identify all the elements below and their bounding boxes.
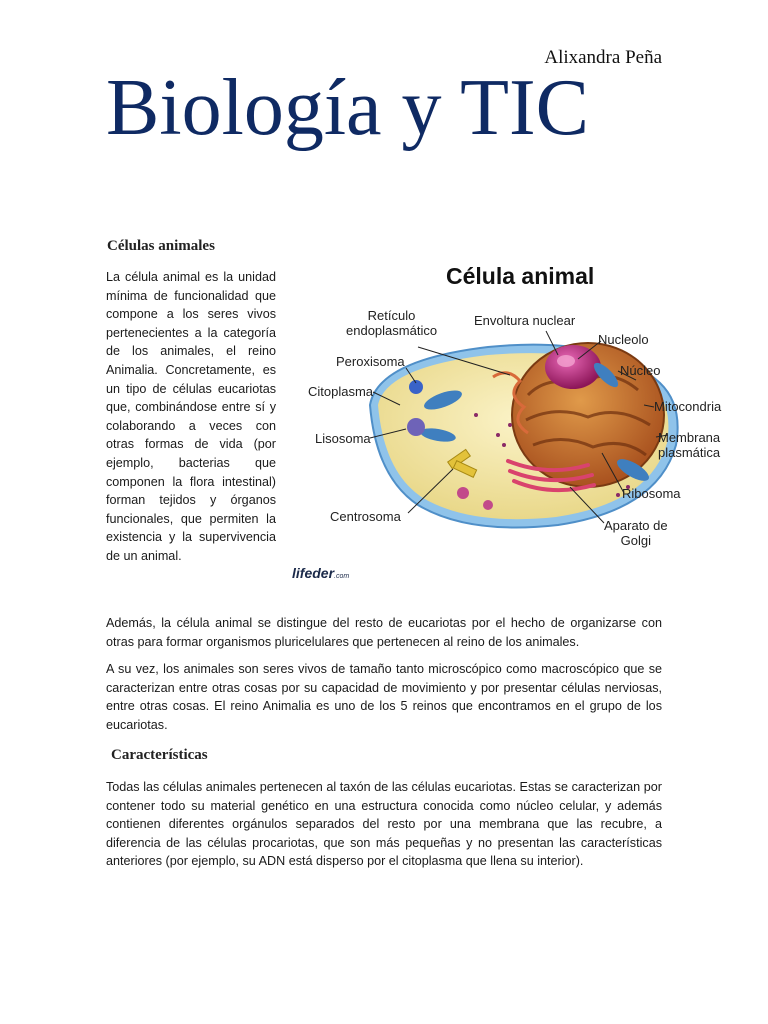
label-ribosoma: Ribosoma — [622, 486, 681, 501]
paragraph-eucariotas: Además, la célula animal se distingue del resto de eucariotas por el hecho de organizarse con otras para formar organismos pluricelulares que pertenecen al reino de los animales. — [106, 616, 662, 649]
animal-cell-diagram — [288, 255, 748, 595]
label-envoltura-nuclear: Envoltura nuclear — [474, 313, 576, 328]
label-mitocondria: Mitocondria — [654, 399, 722, 414]
label-lisosoma: Lisosoma — [315, 431, 371, 446]
nucleolus — [545, 345, 601, 389]
label-membrana-plasmatica: Membrana plasmática — [658, 430, 721, 460]
lifeder-watermark: lifeder.com — [292, 565, 350, 581]
intro-paragraph: La célula animal es la unidad mínima de funcionalidad que compone a los seres vivos pertenecientes a la categoría de los animales, el reino Animalia. Concretamente, es un tipo de células eucariotas que, combinándose entre sí y colaborando a veces con otras formas de vida (por ejemplo, bacterias que componen la flora intestinal) forman tejidos y órganos funcionales, que permiten la existencia y la supervivencia de un animal. — [106, 270, 276, 563]
author-name: Alixandra Peña — [544, 47, 662, 68]
label-reticulo: Retículo endoplasmático — [346, 308, 438, 338]
figure-title: Célula animal — [446, 263, 595, 289]
paragraph-animales-tamano: A su vez, los animales son seres vivos de tamaño tanto microscópico como macroscópico que se caracterizan entre otras cosas por su capacidad de movimiento y por presentar células nerviosas, entre otras cosas. El reino Animalia es uno de los 5 reinos que encontramos en el grupo de los eucariotas. — [106, 662, 662, 732]
paragraph-caracteristicas: Todas las células animales pertenecen al taxón de las células eucariotas. Estas se caracterizan por contener todo su material genético en una estructura conocida como núcleo celular, y además contienen diferentes orgánulos separados del resto por una membrana que las recubre, a diferencia de las células procariotas, que son más pequeñas y no presentan las características anteriores (por ejemplo, su ADN está disperso por el citoplasma que llena su interior). — [106, 780, 662, 869]
animal-cell-figure — [288, 255, 748, 595]
document-title: Biología y TIC — [106, 64, 589, 152]
label-nucleo: Núcleo — [620, 363, 661, 378]
label-aparato-golgi: Aparato de Golgi — [604, 518, 668, 548]
section-heading-caracteristicas: Características — [111, 747, 208, 763]
label-citoplasma: Citoplasma — [308, 384, 374, 399]
label-nucleolo: Nucleolo — [598, 332, 649, 347]
section-heading-celulas-animales: Células animales — [107, 238, 215, 254]
label-centrosoma: Centrosoma — [330, 509, 401, 524]
label-peroxisoma: Peroxisoma — [336, 354, 405, 369]
